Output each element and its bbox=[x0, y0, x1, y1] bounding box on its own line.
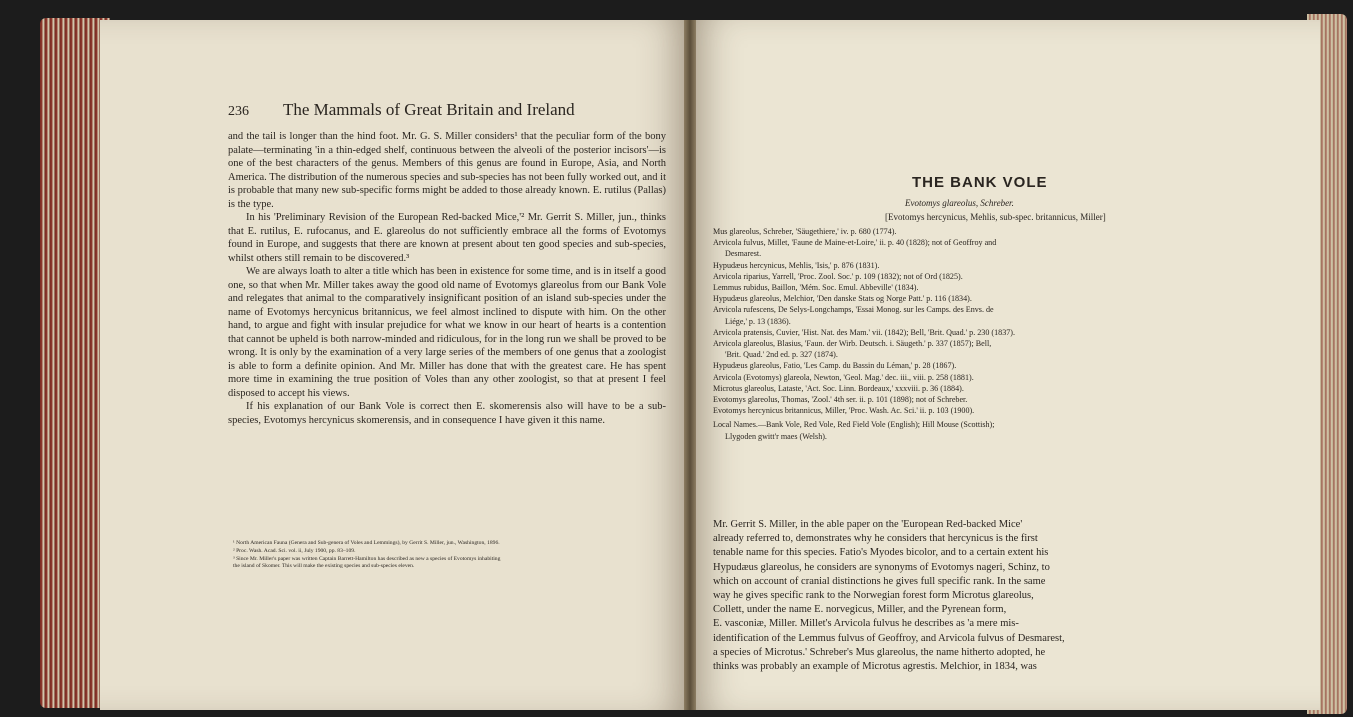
footnotes bbox=[233, 540, 663, 571]
body-line: Collett, under the name E. norvegicus, Miller, and the Pyrenean form, bbox=[713, 604, 1007, 616]
synonymy-list bbox=[713, 226, 1313, 442]
synonym-line: Lemmus rubidus, Baillon, 'Mém. Soc. Emul. Abbeville' (1834). bbox=[713, 283, 919, 293]
paragraph: and the tail is longer than the hind foot. Mr. G. S. Miller considers¹ that the peculiar form of the bony palate—terminating 'in a thin-edged shelf, continuous between the alveoli of the posterior incisors'—is one of the best characters of the genus. Members of this genus are found in Europe, Asia, and North America. The distribution of the numerous species and sub-species has not been fully worked out, and it is probable that many new sub-specific forms might be added to those already known. E. rutilus (Pallas) is the type. bbox=[228, 131, 666, 210]
body-line: which on account of cranial distinctions he gives full specific rank. In the same bbox=[713, 575, 1046, 587]
chapter-title: THE BANK VOLE bbox=[912, 174, 1048, 191]
running-head bbox=[228, 100, 668, 120]
synonym-line: Hypudæus hercynicus, Mehlis, 'Isis,' p. 876 (1831). bbox=[713, 260, 880, 270]
right-body-text bbox=[713, 518, 1305, 674]
footnote: ³ Since Mr. Miller's paper was written Captain Barrett-Hamilton has described as new a species of Evotomys inhabiting bbox=[233, 555, 501, 562]
running-head-title: The Mammals of Great Britain and Ireland bbox=[282, 100, 575, 119]
local-names-line: Llygoden gwitt'r maes (Welsh). bbox=[725, 431, 827, 441]
local-names-line: Local Names.—Bank Vole, Red Vole, Red Field Vole (English); Hill Mouse (Scottish); bbox=[713, 420, 995, 430]
synonym-line: Arvicola glareolus, Blasius, 'Faun. der Wirb. Deutsch. i. Säugeth.' p. 337 (1857); Bell, bbox=[713, 339, 992, 349]
synonym-line: Arvicola fulvus, Millet, 'Faune de Maine-et-Loire,' ii. p. 40 (1828); not of Geoffroy and bbox=[713, 238, 997, 248]
body-line: a species of Microtus.' Schreber's Mus glareolus, the name hitherto adopted, he bbox=[713, 646, 1046, 658]
synonym-line: Arvicola pratensis, Cuvier, 'Hist. Nat. des Mam.' vii. (1842); Bell, 'Brit. Quad.' p. 230 (1837). bbox=[713, 327, 1016, 337]
synonymy-heading: [Evotomys hercynicus, Mehlis, sub-spec. britannicus, Miller] bbox=[885, 212, 1106, 222]
book-gutter bbox=[684, 20, 696, 710]
synonym-line: Desmarest. bbox=[725, 249, 762, 259]
synonym-line: Microtus glareolus, Lataste, 'Act. Soc. Linn. Bordeaux,' xxxviii. p. 36 (1884). bbox=[713, 383, 964, 393]
synonym-line: Hypudæus glareolus, Fatio, 'Les Camp. du Bassin du Léman,' p. 28 (1867). bbox=[713, 361, 957, 371]
synonym-line: Mus glareolus, Schreber, 'Säugethiere,' iv. p. 680 (1774). bbox=[713, 227, 897, 236]
body-line: already referred to, demonstrates why he considers that hercynicus is the first bbox=[713, 533, 1038, 545]
synonym-line: Evotomys glareolus, Thomas, 'Zool.' 4th ser. ii. p. 101 (1898); not of Schreber. bbox=[713, 395, 968, 405]
synonym-line: 'Brit. Quad.' 2nd ed. p. 327 (1874). bbox=[725, 350, 838, 360]
body-line: E. vasconiæ, Miller. Millet's Arvicola fulvus he describes as 'a mere mis- bbox=[713, 618, 1019, 630]
page-number: 236 bbox=[228, 104, 249, 119]
body-line: Mr. Gerrit S. Miller, in the able paper on the 'European Red-backed Mice' bbox=[713, 519, 1023, 530]
body-line: thinks was probably an example of Microtus agrestis. Melchior, in 1834, was bbox=[713, 661, 1037, 673]
footnote: ¹ North American Fauna (Genera and Sub-genera of Voles and Lemmings), by Gerrit S. Miller, jun., Washington, 1896. bbox=[233, 540, 500, 546]
paragraph: If his explanation of our Bank Vole is correct then E. skomerensis also will have to be a sub-species, Evotomys hercynicus skomerensis, and in consequence I have given it this name. bbox=[228, 401, 666, 426]
synonym-line: Hypudæus glareolus, Melchior, 'Den danske Stats og Norge Patt.' p. 116 (1834). bbox=[713, 294, 972, 304]
left-body-text bbox=[228, 130, 666, 427]
paragraph: In his 'Preliminary Revision of the European Red-backed Mice,'² Mr. Gerrit S. Miller, jun., thinks that E. rutilus, E. rufocanus, and E. glareolus do not sufficiently embrace all the forms of Evotomys found in Europe, and suggests that there are known at present about ten good species and sub-species, whilst others still remain to be discovered.³ bbox=[228, 212, 666, 264]
body-line: identification of the Lemmus fulvus of Geoffroy, and Arvicola fulvus of Desmarest, bbox=[713, 632, 1065, 644]
synonym-line: Evotomys hercynicus britannicus, Miller, 'Proc. Wash. Ac. Sci.' ii. p. 103 (1900). bbox=[713, 406, 975, 416]
species-name: Evotomys glareolus, Schreber. bbox=[905, 198, 1014, 208]
synonym-line: Arvicola riparius, Yarrell, 'Proc. Zool. Soc.' p. 109 (1832); not of Ord (1825). bbox=[713, 271, 963, 281]
footnote: ² Proc. Wash. Acad. Sci. vol. ii, July 1900, pp. 83–109. bbox=[233, 547, 356, 554]
body-line: way he gives specific rank to the Norwegian forest form Microtus glareolus, bbox=[713, 590, 1034, 602]
synonym-line: Arvicola (Evotomys) glareola, Newton, 'Geol. Mag.' dec. iii., viii. p. 258 (1881). bbox=[713, 372, 974, 382]
body-line: Hypudæus glareolus, he considers are synonyms of Evotomys nageri, Schinz, to bbox=[713, 561, 1050, 573]
footnote: the island of Skomer. This will make the existing species and sub-species eleven. bbox=[233, 563, 415, 570]
paragraph: We are always loath to alter a title which has been in existence for some time, and is in itself a good one, so that when Mr. Miller takes away the good old name of Evotomys glareolus from our Bank Vole and relegates that animal to the comparatively insignificant position of an island sub-species under the name of Evotomys hercynicus britannicus, we feel almost inclined to dispute with him. On the other hand, to argue and fight with insular prejudice for what we know in our heart of hearts is a contention that cannot be upheld is both narrow-minded and ridiculous, for in the long run we shall be proved to be wrong. It is only by the examination of a very large series of the members of one genus that a zoologist is able to form a definite opinion. And Mr. Miller has done that with the greatest care. He has spent more time in examining the true position of Voles than any other zoologist, so that at present I feel disposed to accept his views. bbox=[228, 266, 666, 399]
body-line: tenable name for this species. Fatio's Myodes bicolor, and to a certain extent his bbox=[713, 547, 1049, 559]
synonym-line: Liége,' p. 13 (1836). bbox=[725, 316, 791, 326]
synonym-line: Arvicola rufescens, De Selys-Longchamps, 'Essai Monog. sur les Camps. des Envs. de bbox=[713, 305, 994, 315]
